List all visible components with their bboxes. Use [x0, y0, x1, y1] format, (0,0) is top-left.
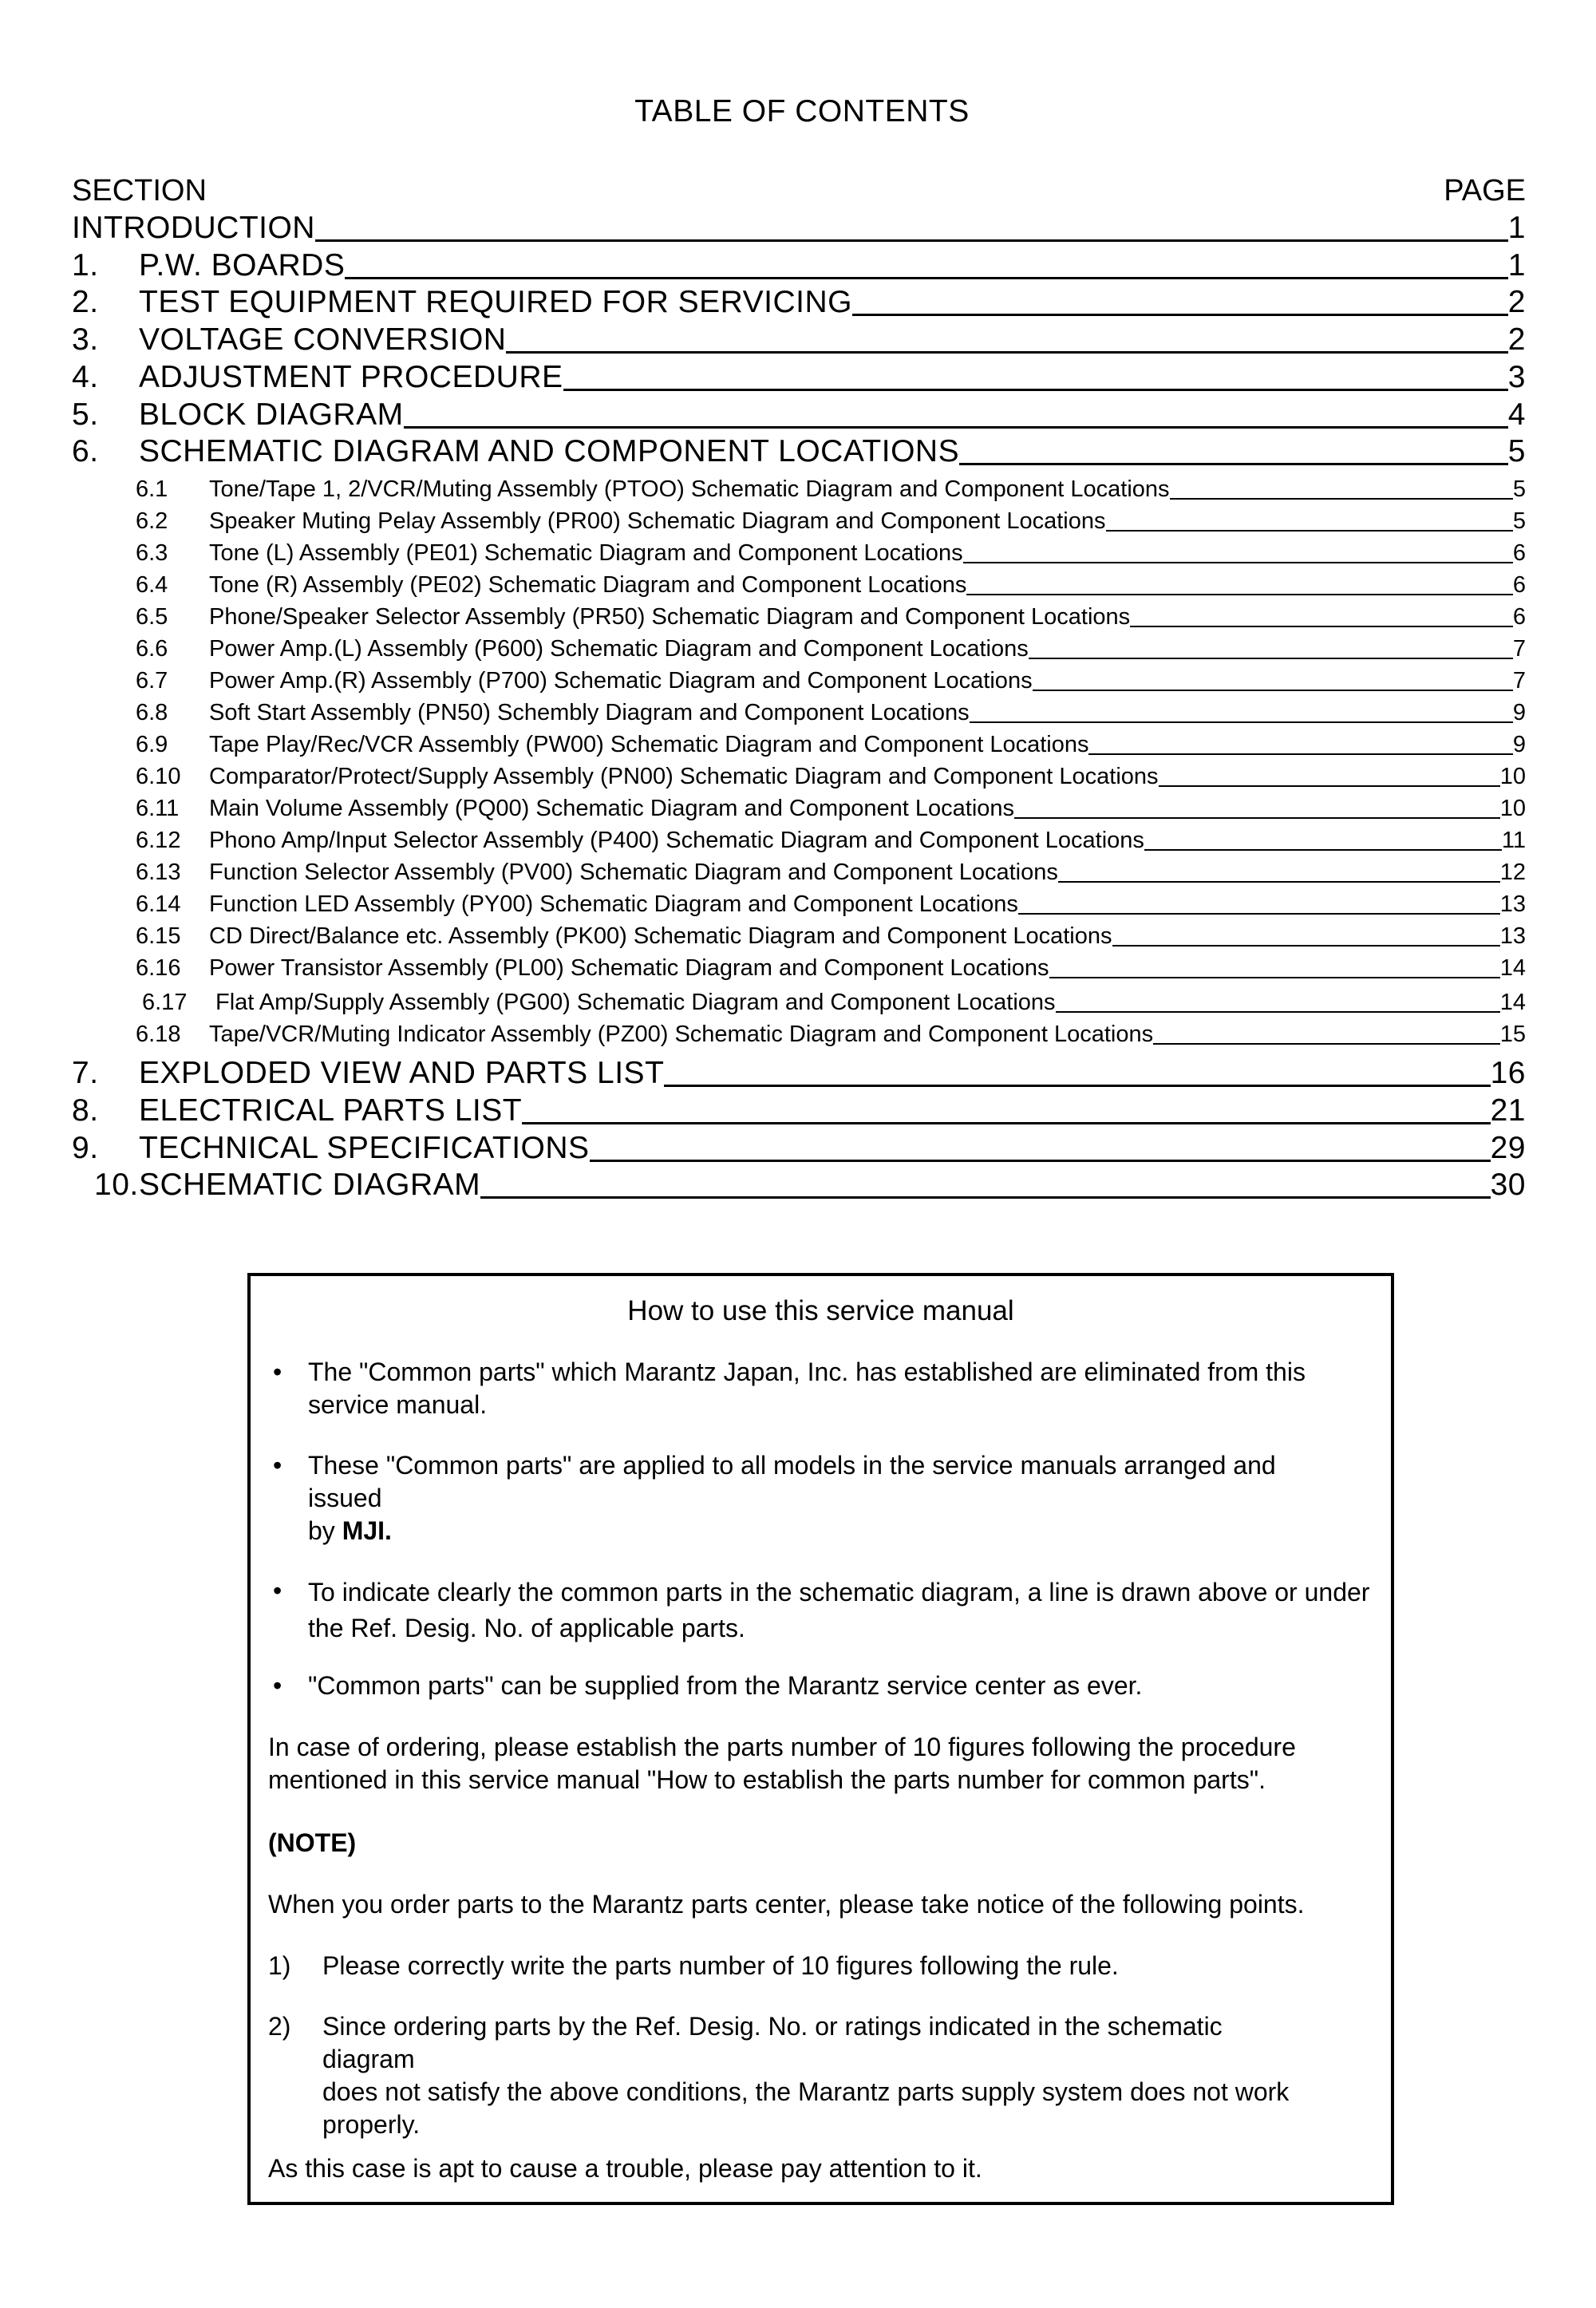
toc-entry-page: 12 — [1499, 860, 1526, 885]
toc-entry-page: 6 — [1512, 540, 1526, 566]
toc-entry-title: VOLTAGE CONVERSION — [139, 322, 507, 357]
dot-leader — [404, 426, 1508, 429]
toc-entry-number: 6.3 — [136, 540, 168, 566]
point-text: Please correctly write the parts number of 10 figures following the rule. — [322, 1951, 1119, 1980]
point-number: 2) — [268, 2012, 291, 2041]
toc-entry-title: Power Amp.(R) Assembly (P700) Schematic Diagram and Component Locations — [209, 668, 1033, 694]
dot-leader — [1058, 881, 1500, 883]
toc-entry-number: 6.2 — [136, 508, 168, 534]
toc-entry-page: 3 — [1507, 360, 1526, 394]
dot-leader — [522, 1122, 1491, 1124]
dot-leader — [1112, 945, 1500, 947]
toc-entry-title: Phono Amp/Input Selector Assembly (P400) Schematic Diagram and Component Locations — [209, 828, 1144, 853]
toc-entry-section[interactable] — [72, 322, 1526, 358]
dot-leader — [1130, 626, 1513, 627]
toc-entry-title: Power Transistor Assembly (PL00) Schematic Diagram and Component Locations — [209, 955, 1049, 981]
toc-entry-title: Tone/Tape 1, 2/VCR/Muting Assembly (PTOO) Schematic Diagram and Component Locations — [209, 476, 1170, 502]
toc-entry-number: 6.15 — [136, 923, 181, 949]
notice-bullet — [268, 1449, 1377, 1547]
toc-entry-title: Speaker Muting Pelay Assembly (PR00) Schematic Diagram and Component Locations — [209, 508, 1106, 534]
toc-entry-title: Phone/Speaker Selector Assembly (PR50) Schematic Diagram and Component Locations — [209, 604, 1131, 630]
page-column-header: PAGE — [1444, 174, 1526, 207]
notice-bullet — [268, 1575, 1377, 1646]
toc-entry-subsection[interactable] — [136, 636, 1526, 662]
toc-entry-subsection[interactable] — [136, 604, 1526, 630]
toc-entry-number: 5. — [72, 397, 99, 432]
toc-entry-title: EXPLODED VIEW AND PARTS LIST — [139, 1056, 665, 1090]
toc-entry-number: 6.7 — [136, 668, 168, 694]
toc-entry-title: SCHEMATIC DIAGRAM — [139, 1168, 481, 1202]
toc-entry-title: Power Amp.(L) Assembly (P600) Schematic Diagram and Component Locations — [209, 636, 1029, 662]
toc-entry-number: 3. — [72, 322, 99, 357]
dot-leader — [852, 314, 1508, 316]
toc-entry-subsection[interactable] — [136, 1022, 1526, 1048]
toc-entry-number: 6.13 — [136, 860, 181, 885]
toc-entry-page: 13 — [1499, 891, 1526, 917]
toc-entry-title: Tape/VCR/Muting Indicator Assembly (PZ00) Schematic Diagram and Component Locations — [209, 1022, 1154, 1047]
toc-entry-page: 5 — [1512, 508, 1526, 534]
toc-entry-number: 10. — [94, 1168, 139, 1202]
toc-entry-page: 13 — [1499, 923, 1526, 949]
toc-entry-page: 29 — [1490, 1131, 1526, 1165]
toc-entry-number: 6.12 — [136, 828, 181, 853]
dot-leader — [1170, 498, 1513, 500]
bullet-text — [308, 1449, 1377, 1547]
toc-entry-subsection[interactable] — [136, 923, 1526, 950]
toc-entry-number: 6.10 — [136, 764, 181, 789]
toc-entry-page: 14 — [1499, 990, 1526, 1015]
toc-entry-page: 10 — [1499, 796, 1526, 821]
dot-leader — [590, 1160, 1491, 1162]
toc-entry-title: Flat Amp/Supply Assembly (PG00) Schematic Diagram and Component Locations — [215, 990, 1056, 1015]
toc-entry-section[interactable] — [72, 360, 1526, 395]
toc-entry-page: 14 — [1499, 955, 1526, 981]
toc-entry-section[interactable] — [72, 285, 1526, 320]
mji-label: MJI. — [342, 1516, 392, 1545]
toc-entry-number: 6.17 — [142, 990, 188, 1015]
toc-entry-subsection[interactable] — [136, 572, 1526, 599]
point-text — [322, 2010, 1377, 2141]
toc-entry-number: 6.4 — [136, 572, 168, 598]
toc-entry-title: SCHEMATIC DIAGRAM AND COMPONENT LOCATIONS — [139, 434, 960, 468]
toc-entry-number: 9. — [72, 1131, 99, 1165]
toc-entry-page: 30 — [1490, 1168, 1526, 1202]
toc-entry-title: Main Volume Assembly (PQ00) Schematic Diagram and Component Locations — [209, 796, 1015, 821]
toc-entry-subsection[interactable] — [136, 700, 1526, 726]
toc-entry-number: 6.9 — [136, 732, 168, 757]
notice-bullet — [268, 1356, 1377, 1421]
toc-entry-number: 2. — [72, 285, 99, 319]
toc-entry-subsection[interactable] — [136, 732, 1526, 758]
dot-leader — [1014, 817, 1500, 819]
toc-entry-number: 6.6 — [136, 636, 168, 662]
toc-entry-number: 7. — [72, 1056, 99, 1090]
toc-entry-title: TECHNICAL SPECIFICATIONS — [139, 1131, 590, 1165]
toc-entry-subsection[interactable] — [136, 828, 1526, 854]
toc-entry-page: 1 — [1507, 248, 1526, 283]
toc-entry-page: 5 — [1512, 476, 1526, 502]
toc-entry-section[interactable] — [72, 1093, 1526, 1128]
dot-leader — [1018, 913, 1500, 915]
dot-leader — [1144, 849, 1502, 851]
dot-leader — [345, 277, 1507, 279]
toc-entry-section[interactable] — [94, 1168, 1526, 1203]
toc-entry-subsection[interactable] — [136, 476, 1526, 503]
ordering-paragraph: In case of ordering, please establish the parts number of 10 figures following the procedure mentioned in this service manual "How to establish the parts number for common parts". — [268, 1733, 1296, 1794]
closing-note: As this case is apt to cause a trouble, please pay attention to it. — [268, 2154, 982, 2183]
toc-entry-number: 6.18 — [136, 1022, 181, 1047]
toc-entry-page: 21 — [1490, 1093, 1526, 1128]
toc-entry-page: 7 — [1512, 636, 1526, 662]
bullet-line: These "Common parts" are applied to all models in the service manuals arranged and — [308, 1451, 1276, 1480]
toc-entry-title: Tape Play/Rec/VCR Assembly (PW00) Schematic Diagram and Component Locations — [209, 732, 1089, 757]
note-point — [268, 2010, 1377, 2141]
dot-leader — [506, 351, 1507, 354]
toc-entry-page: 5 — [1507, 434, 1526, 468]
toc-entry-page: 2 — [1507, 285, 1526, 319]
toc-entry-page: 16 — [1490, 1056, 1526, 1090]
toc-entry-title: Soft Start Assembly (PN50) Schembly Diagram and Component Locations — [209, 700, 970, 725]
dot-leader — [1088, 753, 1512, 755]
note-label: (NOTE) — [268, 1828, 357, 1857]
service-manual-notice-box — [247, 1273, 1394, 2205]
point-line: Since ordering parts by the Ref. Desig. No. or ratings indicated in the schematic — [322, 2012, 1223, 2041]
note-intro: When you order parts to the Marantz parts center, please take notice of the following points. — [268, 1890, 1305, 1919]
toc-entry-number: 6.5 — [136, 604, 168, 630]
toc-entry-number: 1. — [72, 248, 99, 283]
toc-entry-page: 4 — [1507, 397, 1526, 432]
toc-entry-page: 9 — [1512, 700, 1526, 725]
toc-entry-number: 8. — [72, 1093, 99, 1128]
toc-entry-title: CD Direct/Balance etc. Assembly (PK00) Schematic Diagram and Component Locations — [209, 923, 1112, 949]
toc-entry-section[interactable] — [72, 1056, 1526, 1091]
toc-entry-section[interactable] — [72, 434, 1526, 469]
toc-entry-section[interactable] — [72, 397, 1526, 433]
bullet-text: To indicate clearly the common parts in the schematic diagram, a line is drawn above or under the Ref. Desig. No. of applicable parts. — [308, 1578, 1370, 1642]
toc-entry-subsection[interactable] — [136, 540, 1526, 567]
toc-entry-section[interactable] — [72, 248, 1526, 283]
toc-entry-title: Tone (R) Assembly (PE02) Schematic Diagram and Component Locations — [209, 572, 967, 598]
toc-entry-title: P.W. BOARDS — [139, 248, 346, 283]
toc-entry-page: 1 — [1507, 211, 1526, 245]
dot-leader — [480, 1196, 1490, 1199]
toc-entry-subsection[interactable] — [136, 955, 1526, 982]
toc-entry-title: Tone (L) Assembly (PE01) Schematic Diagram and Component Locations — [209, 540, 963, 566]
dot-leader — [1153, 1043, 1500, 1045]
dot-leader — [966, 594, 1512, 595]
dot-leader — [1106, 530, 1513, 532]
toc-entry-title: Function Selector Assembly (PV00) Schematic Diagram and Component Locations — [209, 860, 1058, 885]
toc-entry-introduction[interactable] — [72, 211, 1526, 246]
toc-entry-number: 6.14 — [136, 891, 181, 917]
bullet-mark: • — [273, 1671, 282, 1700]
dot-leader — [1049, 977, 1500, 978]
toc-entry-title: Function LED Assembly (PY00) Schematic Diagram and Component Locations — [209, 891, 1018, 917]
toc-entry-subsection[interactable] — [136, 668, 1526, 694]
toc-entry-page: 2 — [1507, 322, 1526, 357]
point-line: diagram — [322, 2044, 415, 2073]
toc-entry-subsection[interactable] — [136, 508, 1526, 535]
dot-leader — [959, 463, 1508, 465]
bullet-text: "Common parts" can be supplied from the Marantz service center as ever. — [308, 1671, 1143, 1700]
notice-title: How to use this service manual — [627, 1295, 1014, 1326]
note-point — [268, 1950, 1377, 1982]
toc-entry-page: 6 — [1512, 604, 1526, 630]
dot-leader — [563, 389, 1508, 391]
bullet-text: The "Common parts" which Marantz Japan, Inc. has established are eliminated from this service manual. — [308, 1358, 1306, 1419]
notice-bullet — [268, 1670, 1377, 1702]
toc-entry-number: 6.1 — [136, 476, 168, 502]
point-number: 1) — [268, 1951, 291, 1980]
toc-entry-subsection[interactable] — [136, 891, 1526, 918]
toc-entry-title: INTRODUCTION — [72, 211, 315, 245]
toc-entry-title: ADJUSTMENT PROCEDURE — [139, 360, 563, 394]
toc-entry-page: 11 — [1501, 828, 1526, 853]
bullet-mark: • — [273, 1358, 282, 1386]
toc-entry-page: 7 — [1512, 668, 1526, 694]
bullet-line: issued — [308, 1483, 382, 1512]
dot-leader — [1029, 658, 1513, 659]
toc-entry-number: 6.11 — [136, 796, 180, 821]
toc-entry-page: 9 — [1512, 732, 1526, 757]
toc-entry-subsection[interactable] — [136, 796, 1526, 822]
toc-entry-page: 10 — [1499, 764, 1526, 789]
toc-entry-subsection[interactable] — [142, 990, 1526, 1016]
toc-entry-number: 6.16 — [136, 955, 181, 981]
toc-entry-section[interactable] — [72, 1131, 1526, 1166]
page-title: TABLE OF CONTENTS — [634, 94, 970, 128]
toc-entry-title: Comparator/Protect/Supply Assembly (PN00) Schematic Diagram and Component Locations — [209, 764, 1159, 789]
dot-leader — [664, 1085, 1490, 1087]
dot-leader — [1056, 1011, 1500, 1013]
dot-leader — [970, 721, 1513, 723]
toc-entry-page: 6 — [1512, 572, 1526, 598]
dot-leader — [963, 562, 1513, 563]
toc-entry-subsection[interactable] — [136, 764, 1526, 790]
toc-entry-title: BLOCK DIAGRAM — [139, 397, 404, 432]
dot-leader — [1033, 690, 1513, 691]
dot-leader — [315, 239, 1508, 242]
toc-entry-number: 4. — [72, 360, 99, 394]
bullet-mark: • — [273, 1451, 282, 1480]
toc-entry-title: ELECTRICAL PARTS LIST — [139, 1093, 523, 1128]
toc-entry-title: TEST EQUIPMENT REQUIRED FOR SERVICING — [139, 285, 852, 319]
bullet-line: by — [308, 1516, 342, 1545]
point-line: does not satisfy the above conditions, the Marantz parts supply system does not work properly. — [322, 2077, 1290, 2139]
toc-entry-subsection[interactable] — [136, 860, 1526, 886]
toc-entry-number: 6. — [72, 434, 99, 468]
dot-leader — [1159, 785, 1500, 787]
section-column-header: SECTION — [72, 174, 207, 207]
toc-entry-number: 6.8 — [136, 700, 168, 725]
toc-entry-page: 15 — [1499, 1022, 1526, 1047]
bullet-mark: • — [273, 1576, 282, 1605]
